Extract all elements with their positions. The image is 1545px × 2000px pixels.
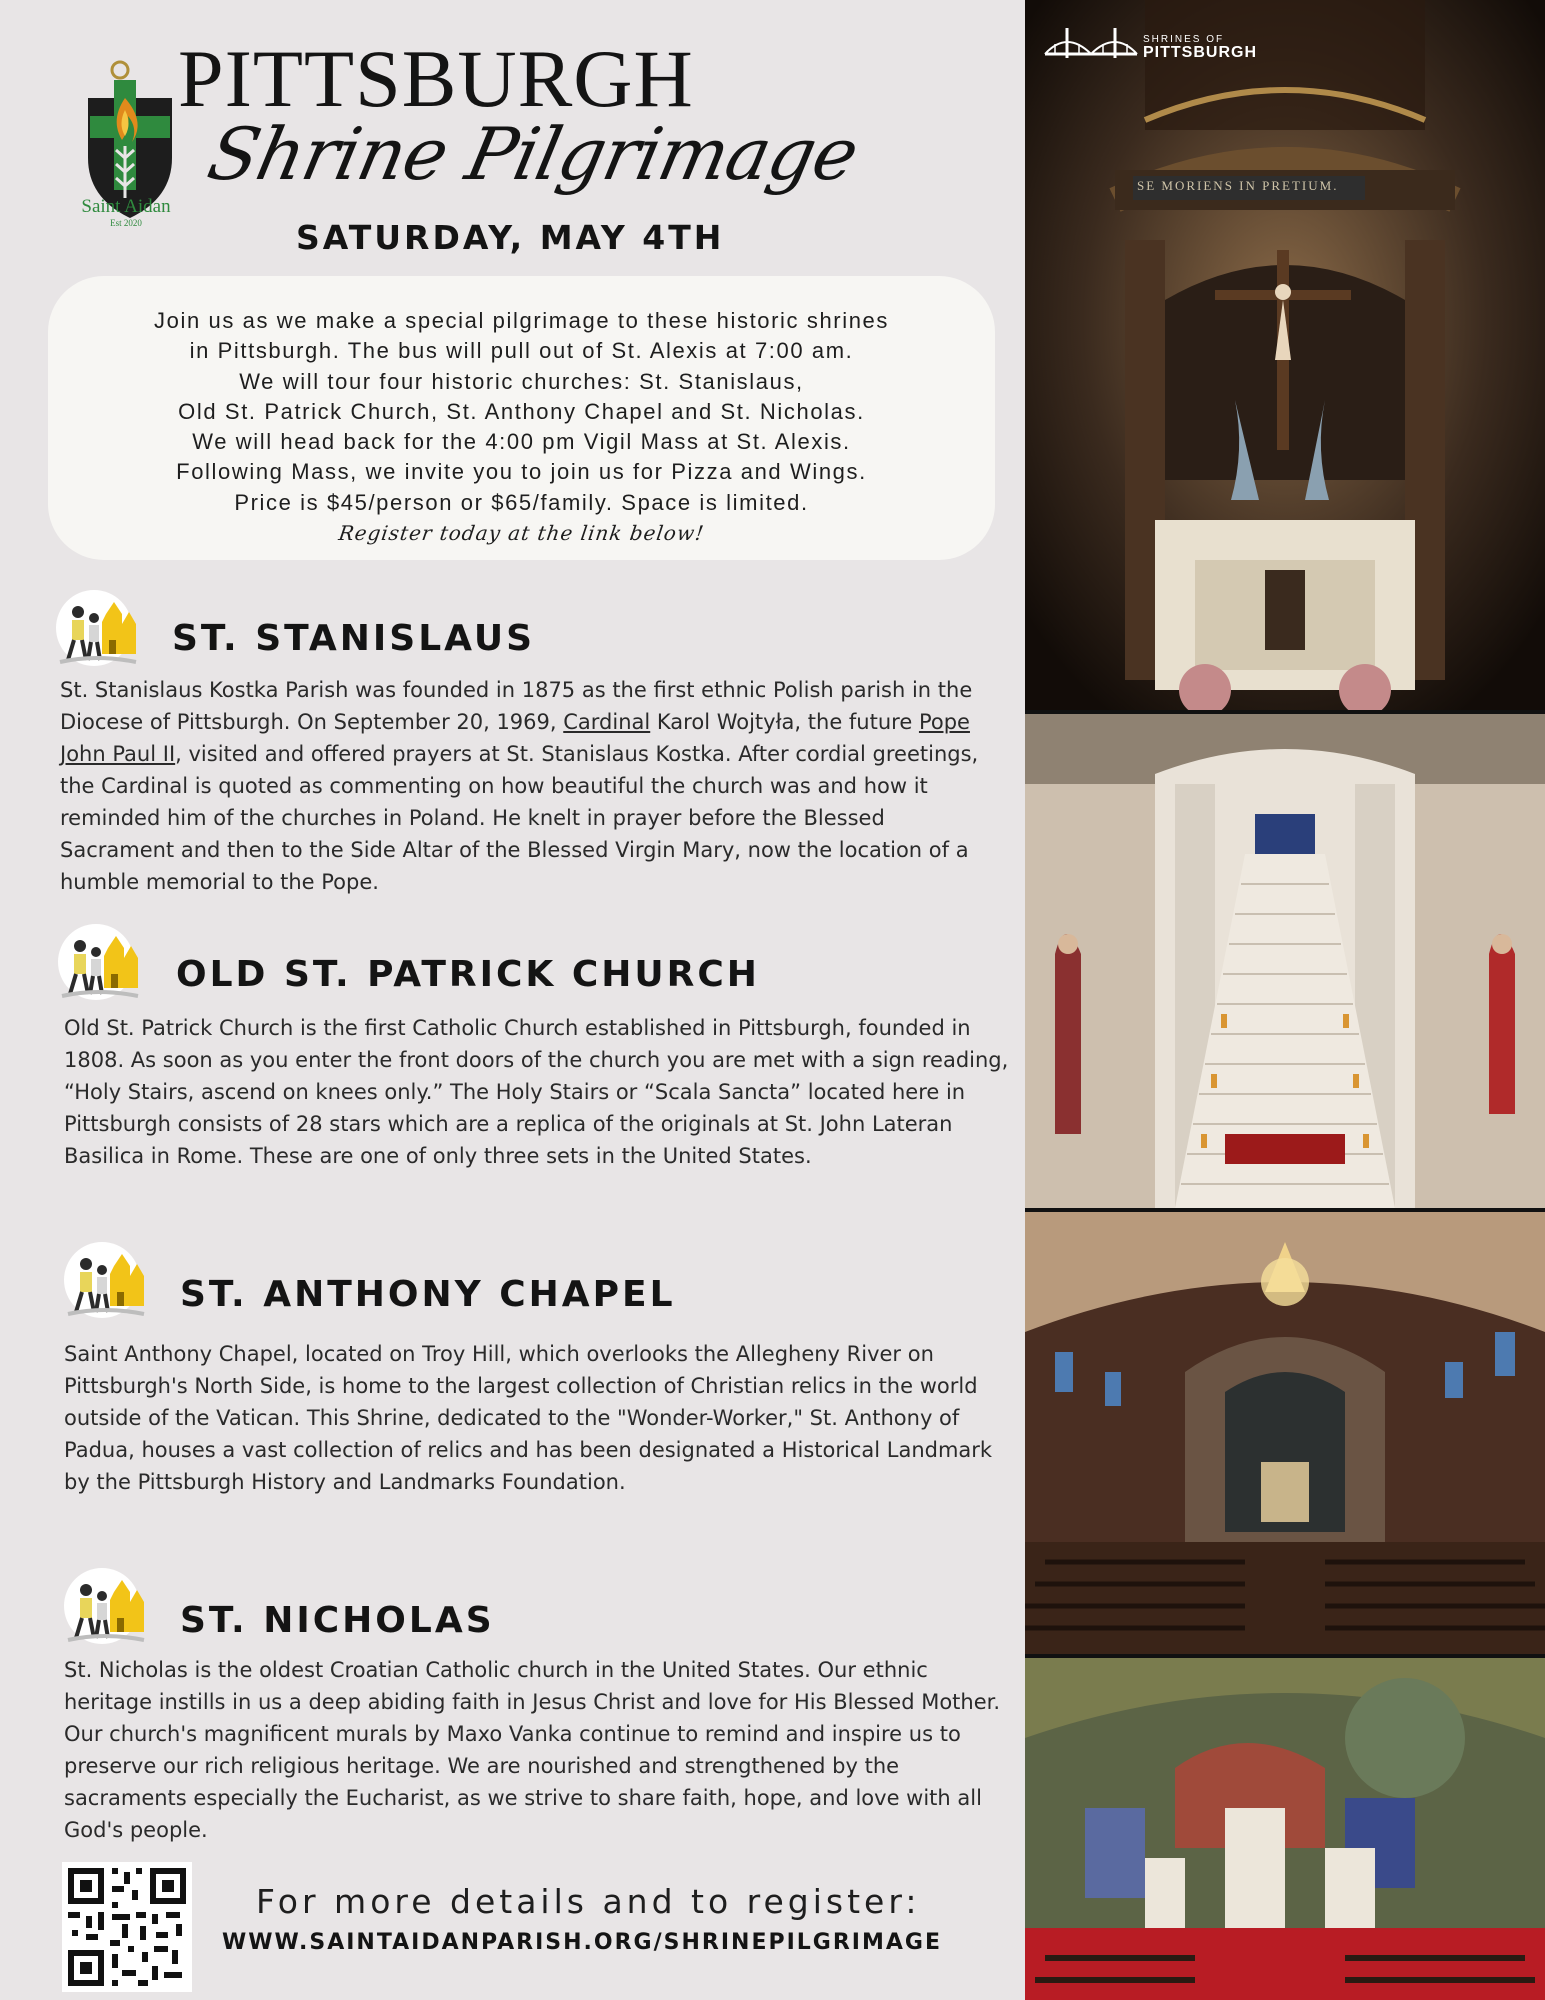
intro-line: Price is $45/person or $65/family. Space is limited. (234, 489, 809, 515)
holy-stairs-photo (1025, 714, 1545, 1208)
section-title: ST. ANTHONY CHAPEL (180, 1274, 676, 1315)
brand-top-text: SHRINES OF (1143, 34, 1225, 45)
page-subtitle: Shrine Pilgrimage (201, 112, 865, 196)
event-date: SATURDAY, MAY 4TH (296, 218, 725, 257)
section-body: Old St. Patrick Church is the first Catholic Church established in Pittsburgh, founded in 1808. As soon as you enter the front doors of the church you are met with a sign reading, “Holy Stairs, ascend on knees only.” The Holy Stairs or “Scala Sancta” located here in Pittsburgh consists of 28 stars which are a replica of the originals at St. John Lateran Basilica in Rome. These are one of only three sets in the United States. (64, 1016, 1009, 1168)
intro-box (48, 276, 995, 560)
intro-line: We will head back for the 4:00 pm Vigil Mass at St. Alexis. (192, 429, 851, 455)
cardinal-link[interactable]: Cardinal (563, 710, 651, 734)
shrines-of-pittsburgh-logo (1043, 24, 1139, 64)
section-body (60, 674, 1005, 898)
pilgrims-church-icon (64, 1236, 148, 1320)
brand-bottom-text: PITTSBURGH (1143, 44, 1257, 61)
section-body: Saint Anthony Chapel, located on Troy Hill, which overlooks the Allegheny River on Pittsburgh's North Side, is home to the largest collection of Christian relics in the world outside of the Vatican. This Shrine, dedicated to the "Wonder-Worker," St. Anthony of Padua, houses a vast collection of relics and has been designated a Historical Landmark by the Pittsburgh History and Landmarks Foundation. (64, 1342, 993, 1494)
altar-banner-text: SE MORIENS IN PRETIUM. (1137, 178, 1339, 193)
section-body: St. Nicholas is the oldest Croatian Catholic church in the United States. Our ethnic heritage instills in us a deep abiding faith in Jesus Christ and love for His Blessed Mother. Our church's magnificent murals by Maxo Vanka continue to remind and inspire us to preserve our rich religious heritage. We are nourished and strengthened by the sacraments especially the Eucharist, as we strive to share faith, hope, and love with all God's people. (64, 1658, 1001, 1842)
footer-lead: For more details and to register: (256, 1882, 921, 1921)
intro-line: Old St. Patrick Church, St. Anthony Chapel and St. Nicholas. (178, 398, 865, 424)
pilgrims-church-icon (58, 918, 142, 1002)
section-text: Karol Wojtyła, the future (650, 710, 919, 734)
intro-line: Join us as we make a special pilgrimage to these historic shrines (154, 308, 889, 333)
intro-line: Following Mass, we invite you to join us for Pizza and Wings. (176, 459, 867, 485)
section-title: ST. NICHOLAS (180, 1600, 495, 1641)
pilgrims-church-icon (64, 1562, 148, 1646)
intro-line: We will tour four historic churches: St. Stanislaus, (239, 368, 804, 394)
intro-line: in Pittsburgh. The bus will pull out of St. Alexis at 7:00 am. (189, 338, 854, 364)
photo-column (1025, 0, 1545, 2000)
page-title: PITTSBURGH (178, 33, 694, 124)
pilgrims-church-icon (56, 584, 140, 668)
section-title: ST. STANISLAUS (172, 618, 536, 659)
section-text: , visited and offered prayers at St. Stanislaus Kostka. After cordial greetings, the Cardinal is quoted as commenting on how beautiful the church was and how it reminded him of the churches in Poland. He knelt in prayer before the Blessed Sacrament and then to the Side Altar of the Blessed Virgin Mary, now the location of a humble memorial to the Pope. (60, 742, 979, 894)
crest-established: Est 2020 (110, 218, 142, 228)
section-text: St. Stanislaus Kostka Parish was founded in 1875 as the first ethnic Polish parish in the Diocese of Pittsburgh. On September 20, 1969, (60, 678, 973, 734)
registration-link[interactable]: WWW.SAINTAIDANPARISH.ORG/SHRINEPILGRIMAGE (222, 1930, 942, 1955)
st-anthony-chapel-photo (1025, 1212, 1545, 1654)
qr-code-icon[interactable] (62, 1862, 192, 1992)
crest-name: Saint Aidan (81, 196, 171, 217)
altar-crucifix-photo (1025, 0, 1545, 710)
register-cta: Register today at the link below! (337, 521, 706, 546)
pope-john-paul-ii-link[interactable]: Pope John Paul II (60, 710, 970, 766)
st-nicholas-photo (1025, 1658, 1545, 2000)
section-title: OLD ST. PATRICK CHURCH (176, 954, 760, 995)
